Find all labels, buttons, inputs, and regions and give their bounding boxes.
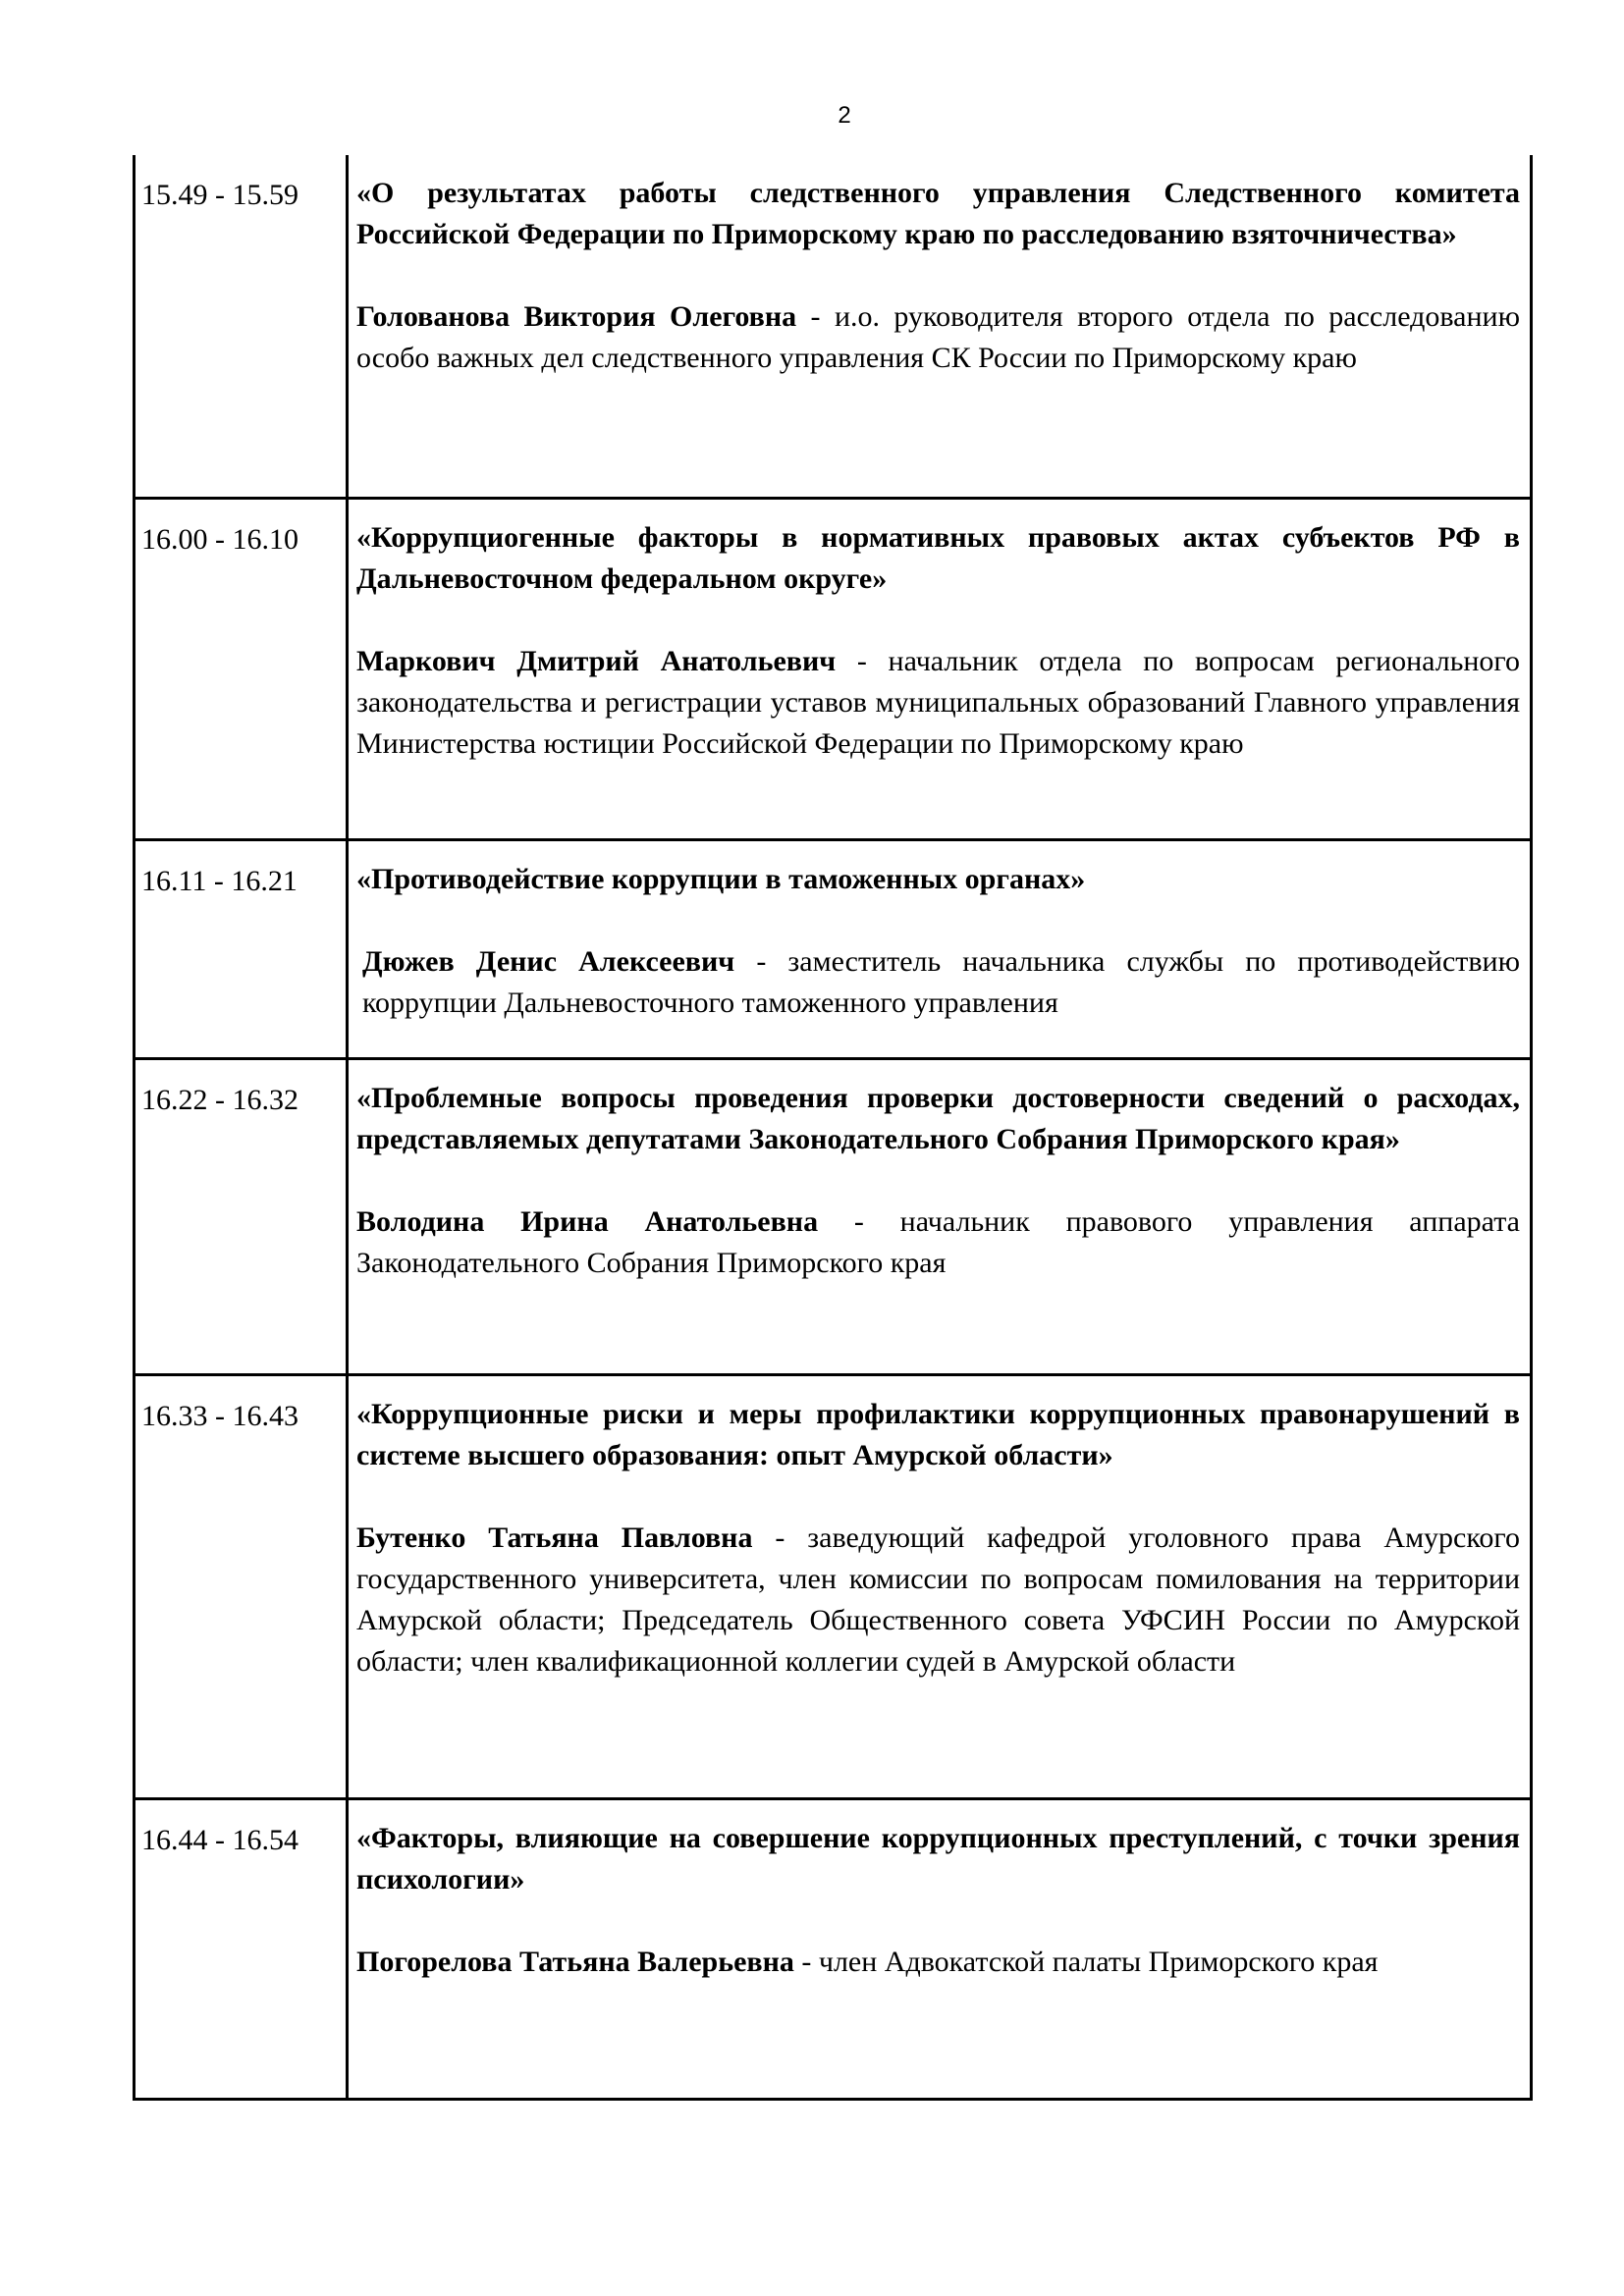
time-cell: 15.49 - 15.59 [135,155,348,498]
time-cell: 16.00 - 16.10 [135,498,348,839]
table-row [135,1798,1532,2099]
talk-title: «Коррупционные риски и меры профилактики коррупционных правонарушений в системе высшего образования: опыт Амурской области» [356,1397,1520,1471]
speaker [356,1518,1520,1682]
content-cell [348,155,1532,498]
table-row [135,498,1532,839]
speaker-name: Дюжев Денис Алексеевич [362,944,735,978]
speaker-role: - член Адвокатской палаты Приморского края [793,1945,1379,1978]
talk-title: «Факторы, влияющие на совершение коррупционных преступлений, с точки зрения психологии» [356,1821,1520,1896]
content-cell [348,1374,1532,1798]
content-cell [348,1058,1532,1374]
speaker-name: Володина Ирина Анатольевна [356,1204,819,1238]
time-cell: 16.44 - 16.54 [135,1798,348,2099]
content-cell [348,498,1532,839]
speaker-role: - начальник отдела по вопросам регионального законодательства и регистрации уставов муниципальных образований Главного управления Министерства юстиции Российской Федерации по Приморскому краю [356,644,1520,760]
speaker-name: Погорелова Татьяна Валерьевна [356,1945,794,1978]
content-cell [348,1798,1532,2099]
speaker-role: - и.о. руководителя второго отдела по расследованию особо важных дел следственного управления СК России по Приморскому краю [356,300,1521,374]
talk-title: «Проблемные вопросы проведения проверки достоверности сведений о расходах, представляемых депутатами Законодательного Собрания Приморского края» [356,1081,1520,1155]
speaker-name: Голованова Виктория Олеговна [356,300,797,333]
time-cell: 16.22 - 16.32 [135,1058,348,1374]
table-row [135,1374,1532,1798]
content-cell [348,839,1532,1058]
speaker-role: - заведующий кафедрой уголовного права Амурского государственного университета, член комиссии по вопросам помилования на территории Амурской области; Председатель Общественного совета УФСИН России по Амурской области; член квалификационной коллегии судей в Амурской области [356,1521,1520,1678]
speaker [356,641,1520,765]
table-row [135,155,1532,498]
speaker [356,296,1520,379]
page-number: 2 [838,102,851,129]
table-row [135,1058,1532,1374]
time-cell: 16.11 - 16.21 [135,839,348,1058]
speaker-name: Бутенко Татьяна Павловна [356,1521,753,1554]
speaker [356,1201,1520,1284]
speaker-role: - заместитель начальника службы по противодействию коррупции Дальневосточного таможенного управления [362,944,1520,1019]
program-table [133,155,1533,2101]
talk-title: «Коррупциогенные факторы в нормативных правовых актах субъектов РФ в Дальневосточном федеральном округе» [356,520,1520,595]
time-cell: 16.33 - 16.43 [135,1374,348,1798]
talk-title: «О результатах работы следственного управления Следственного комитета Российской Федерации по Приморскому краю по расследованию взяточничества» [356,177,1520,250]
table-row [135,839,1532,1058]
speaker [356,941,1520,1024]
talk-title: «Противодействие коррупции в таможенных органах» [356,862,1086,895]
speaker-name: Маркович Дмитрий Анатольевич [356,644,837,677]
speaker [356,1942,1520,1983]
speaker-role: - начальник правового управления аппарата Законодательного Собрания Приморского края [356,1204,1520,1279]
